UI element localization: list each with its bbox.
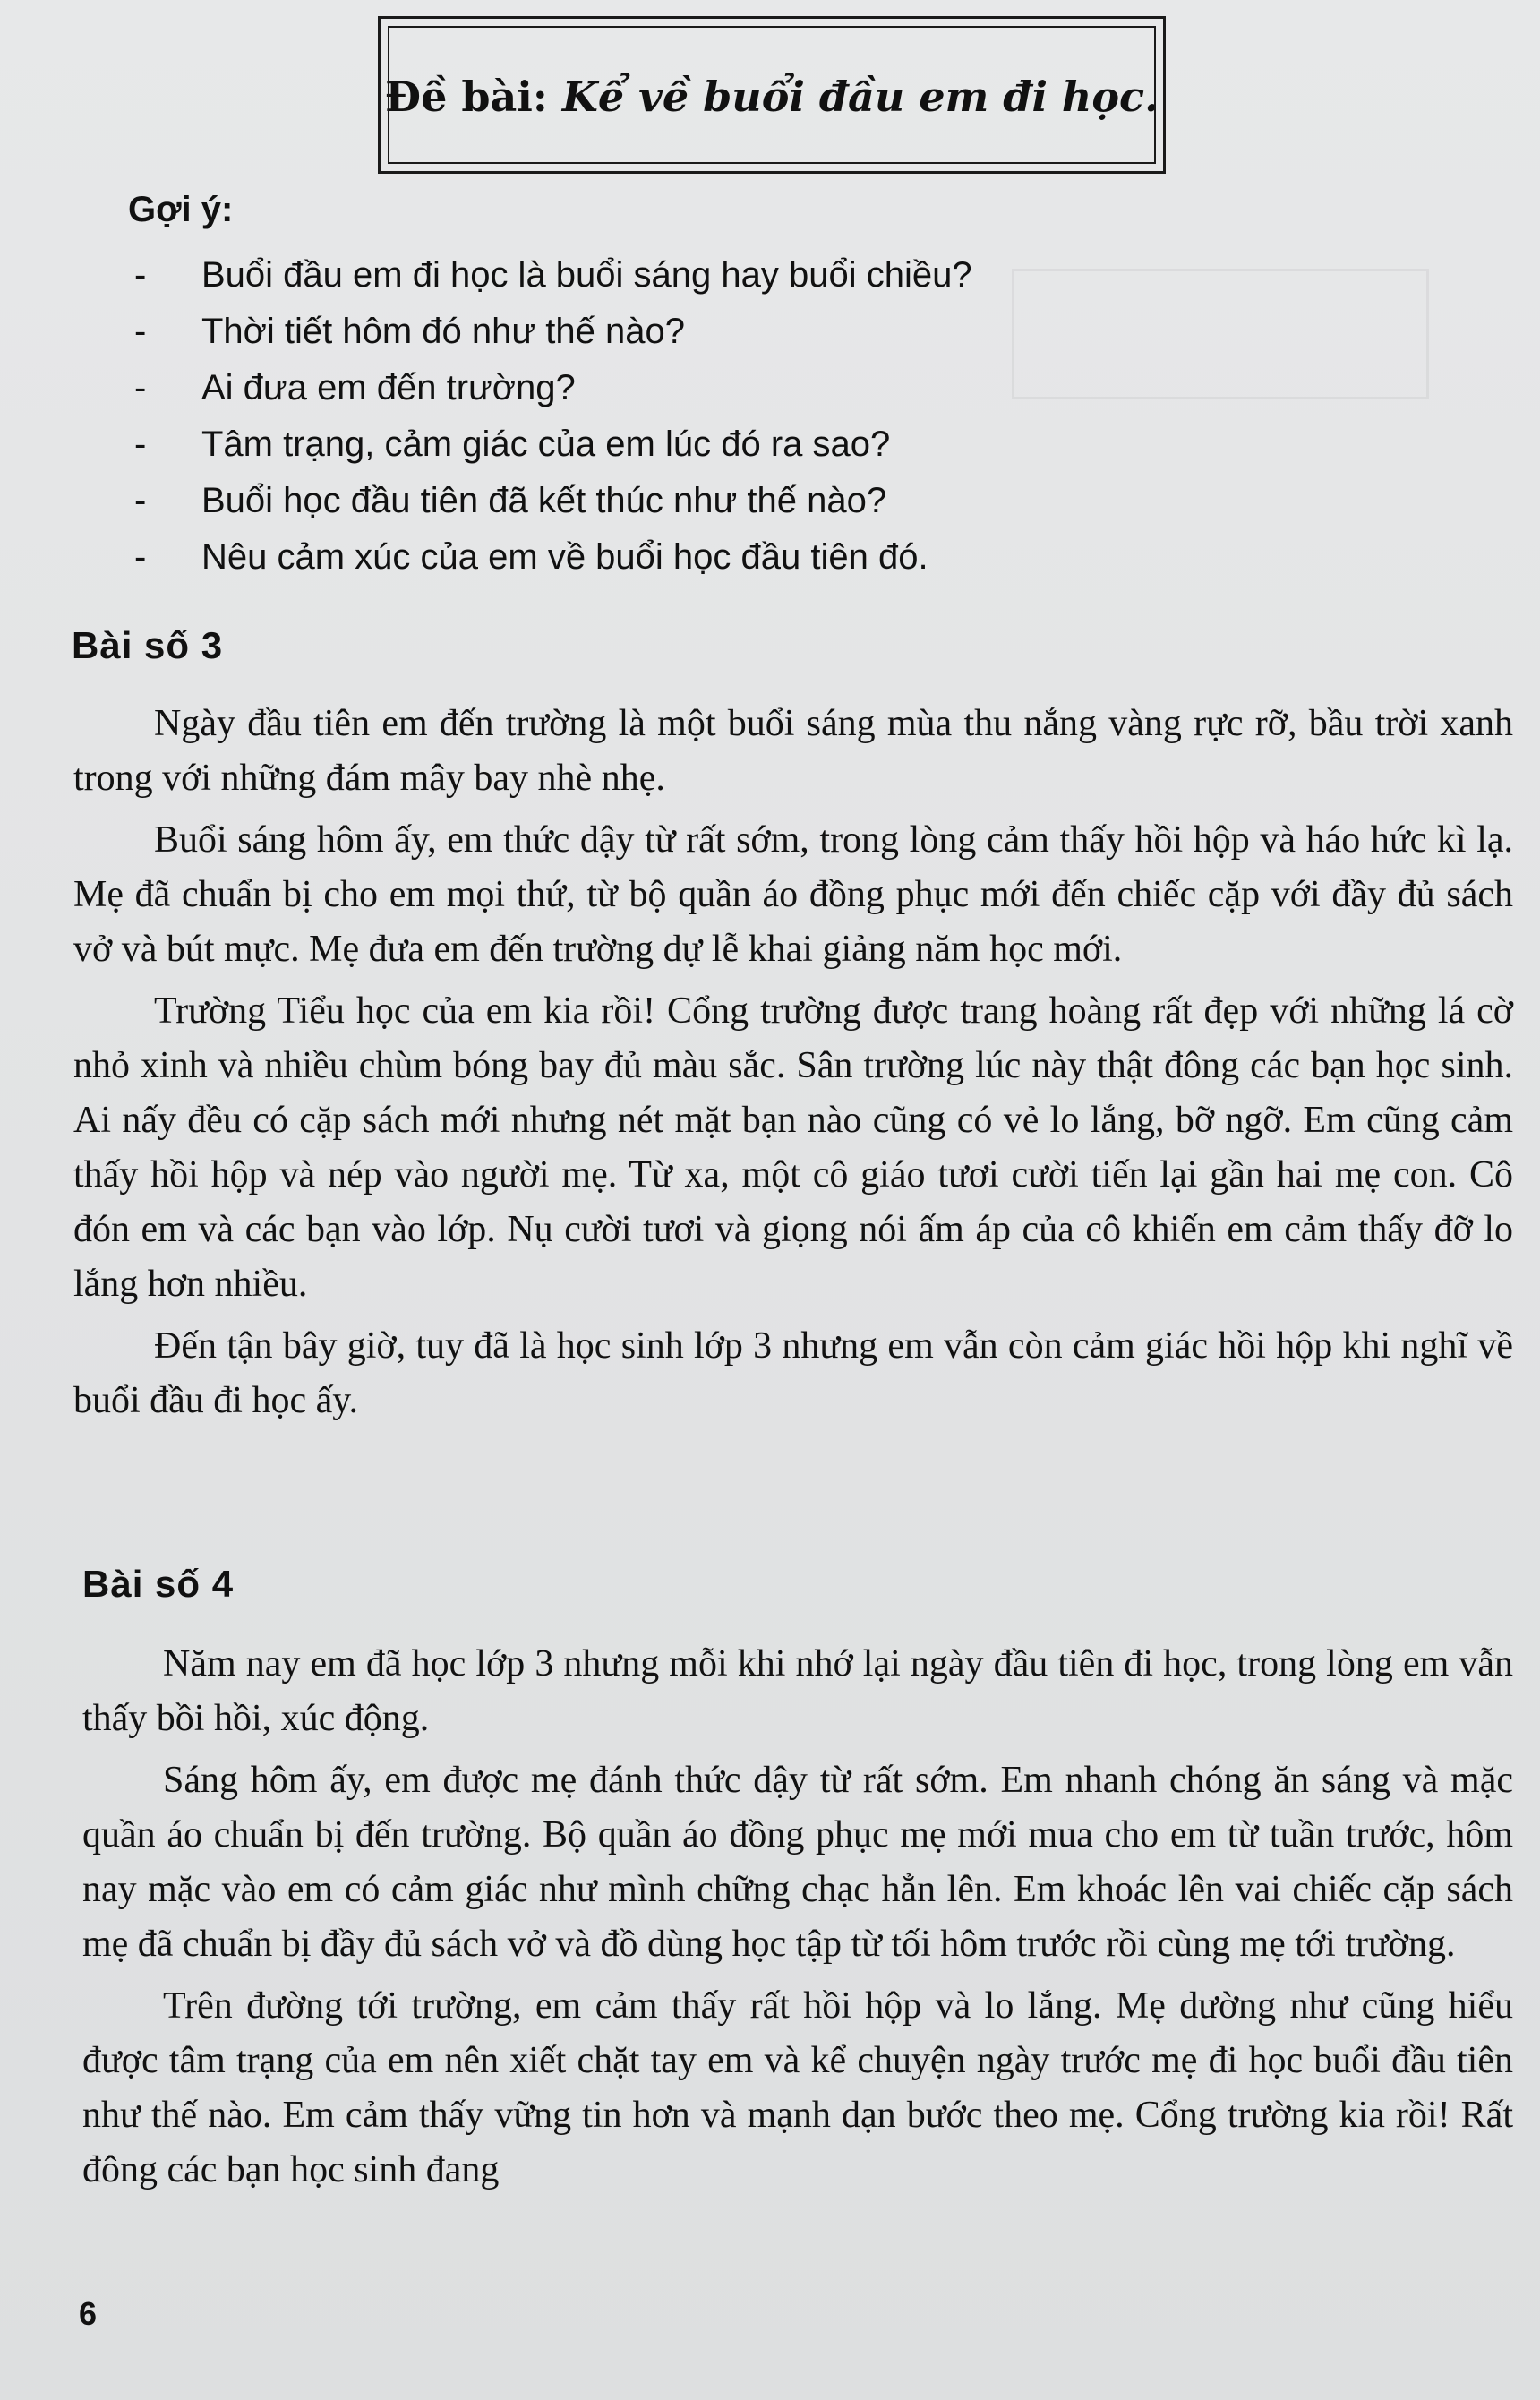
page-number: 6 (79, 2295, 98, 2332)
hint-text: Ai đưa em đến trường? (201, 368, 576, 407)
hint-item: - Tâm trạng, cảm giác của em lúc đó ra sao? (134, 424, 891, 464)
essay-3-body (73, 697, 1513, 1436)
hint-item: - Nêu cảm xúc của em về buổi học đầu tiên đó. (134, 537, 928, 577)
essay-4-heading: Bài số 4 (82, 1563, 235, 1605)
essay-4-body (82, 1637, 1513, 2205)
hints-heading: Gợi ý: (128, 190, 234, 229)
assignment-title (381, 73, 1163, 121)
hint-text: Thời tiết hôm đó như thế nào? (201, 312, 685, 351)
hint-item: - Buổi đầu em đi học là buổi sáng hay buổi chiều? (134, 255, 972, 295)
hint-text: Buổi học đầu tiên đã kết thúc như thế nào? (201, 481, 887, 520)
essay-3-paragraph: Đến tận bây giờ, tuy đã là học sinh lớp 3 nhưng em vẫn còn cảm giác hồi hộp khi nghĩ về buổi đầu đi học ấy. (73, 1325, 1513, 1421)
hint-text: Buổi đầu em đi học là buổi sáng hay buổi chiều? (201, 255, 972, 295)
assignment-label: Đề bài: (384, 73, 548, 121)
essay-4-paragraph: Trên đường tới trường, em cảm thấy rất hồi hộp và lo lắng. Mẹ dường như cũng hiểu được tâm trạng của em nên xiết chặt tay em và kể chuyện ngày trước mẹ đi học buổi đầu tiên như thế nào. Em cảm thấy vững tin hơn và mạnh dạn bước theo mẹ. Cổng trường kia rồi! Rất đông các bạn học sinh đang (82, 1985, 1513, 2190)
bleed-through-box (1012, 269, 1429, 399)
essay-3-paragraph: Trường Tiểu học của em kia rồi! Cổng trường được trang hoàng rất đẹp với những lá cờ nhỏ xinh và nhiều chùm bóng bay đủ màu sắc. Sân trường lúc này thật đông các bạn học sinh. Ai nấy đều có cặp sách mới nhưng nét mặt bạn nào cũng có vẻ lo lắng, bỡ ngỡ. Em cũng cảm thấy hồi hộp và nép vào người mẹ. Từ xa, một cô giáo tươi cười tiến lại gần hai mẹ con. Cô đón em và các bạn vào lớp. Nụ cười tươi và giọng nói ấm áp của cô khiến em cảm thấy đỡ lo lắng hơn nhiều. (73, 990, 1513, 1305)
hint-text: Tâm trạng, cảm giác của em lúc đó ra sao? (201, 424, 891, 464)
essay-3-paragraph: Buổi sáng hôm ấy, em thức dậy từ rất sớm, trong lòng cảm thấy hồi hộp và háo hức kì lạ. Mẹ đã chuẩn bị cho em mọi thứ, từ bộ quần áo đồng phục mới đến chiếc cặp với đầy đủ sách vở và bút mực. Mẹ đưa em đến trường dự lễ khai giảng năm học mới. (73, 819, 1513, 970)
essay-4-paragraph: Năm nay em đã học lớp 3 nhưng mỗi khi nhớ lại ngày đầu tiên đi học, trong lòng em vẫn thấy bồi hồi, xúc động. (82, 1643, 1513, 1739)
assignment-topic: Kể về buổi đầu em đi học. (561, 73, 1159, 121)
essay-4-paragraph: Sáng hôm ấy, em được mẹ đánh thức dậy từ rất sớm. Em nhanh chóng ăn sáng và mặc quần áo chuẩn bị đến trường. Bộ quần áo đồng phục mẹ mới mua cho em từ tuần trước, hôm nay mặc vào em có cảm giác như mình chững chạc hẳn lên. Em khoác lên vai chiếc cặp sách mẹ đã chuẩn bị đầy đủ sách vở và đồ dùng học tập từ tối hôm trước rồi cùng mẹ tới trường. (82, 1760, 1513, 1965)
hints-list (134, 247, 972, 586)
hint-text: Nêu cảm xúc của em về buổi học đầu tiên đó. (201, 537, 928, 577)
hint-item: - Buổi học đầu tiên đã kết thúc như thế nào? (134, 481, 887, 520)
hint-item: - Thời tiết hôm đó như thế nào? (134, 312, 685, 351)
hint-item: - Ai đưa em đến trường? (134, 368, 576, 407)
essay-3-heading: Bài số 3 (72, 624, 224, 666)
essay-3-paragraph: Ngày đầu tiên em đến trường là một buổi sáng mùa thu nắng vàng rực rỡ, bầu trời xanh trong với những đám mây bay nhè nhẹ. (73, 703, 1513, 799)
assignment-title-box (378, 16, 1166, 174)
